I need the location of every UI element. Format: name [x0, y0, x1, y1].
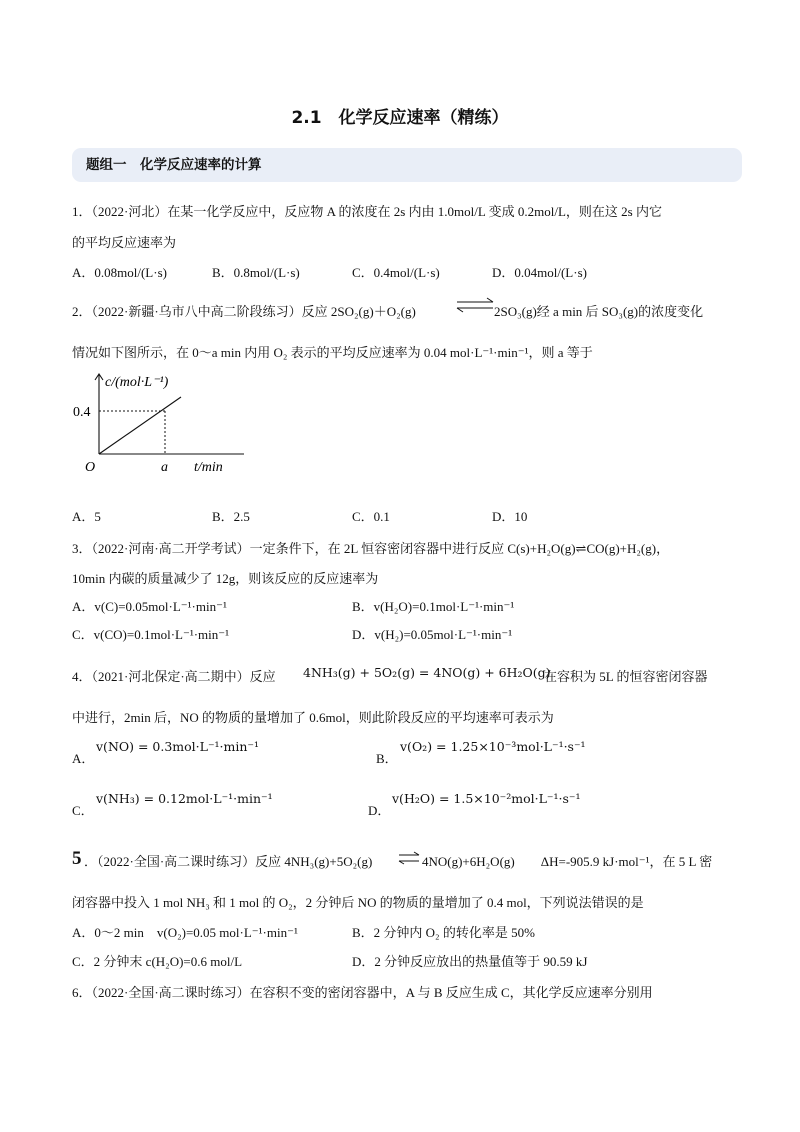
q1-stem-line2: 的平均反应速率为 [72, 235, 177, 250]
q4-option-c-label[interactable]: C． [72, 803, 94, 818]
graph-y-tick: 0.4 [73, 405, 91, 420]
graph-y-label: c/(mol·L⁻¹) [105, 375, 169, 390]
q3-option-a[interactable]: A．v(C)=0.05mol·L⁻¹·min⁻¹ [72, 599, 227, 614]
section-title: 题组一 化学反应速率的计算 [86, 157, 262, 173]
q4-stem-line2: 中进行，2min 后，NO 的物质的量增加了 0.6mol，则此阶段反应的平均速率可表示为 [72, 710, 554, 725]
section-header [72, 148, 742, 182]
q5-option-b[interactable]: B．2 分钟内 O₂ 的转化率是 50% [352, 925, 535, 940]
q3-option-b[interactable]: B．v(H₂O)=0.1mol·L⁻¹·min⁻¹ [352, 599, 515, 614]
q5-option-a[interactable]: A．0～2 min v(O₂)=0.05 mol·L⁻¹·min⁻¹ [72, 925, 298, 940]
q1-option-a[interactable]: A．0.08mol/(L·s) [72, 265, 167, 280]
q4-option-d[interactable]: v(H₂O) = 1.5×10⁻²mol·L⁻¹·s⁻¹ [392, 791, 581, 806]
data-line [99, 397, 181, 454]
page-title: 2.1 化学反应速率（精练） [291, 108, 509, 128]
graph-origin: O [85, 460, 96, 475]
q2-stem-line1a: 2．（2022·新疆·乌市八中高二阶段练习）反应 2SO₂(g)＋O₂(g) [72, 304, 416, 319]
q1-option-d[interactable]: D．0.04mol/(L·s) [492, 265, 587, 280]
q4-stem-line1a: 4．（2021·河北保定·高二期中）反应 [72, 669, 276, 684]
q2-option-c[interactable]: C．0.1 [352, 509, 390, 524]
q5-option-c[interactable]: C．2 分钟末 c(H₂O)=0.6 mol/L [72, 954, 243, 969]
q4-option-b[interactable]: v(O₂) = 1.25×10⁻³mol·L⁻¹·s⁻¹ [400, 739, 586, 754]
graph-x-tick: a [161, 460, 168, 475]
concentration-time-graph [72, 370, 252, 478]
reversible-arrow-icon [455, 297, 495, 313]
q4-stem-line1b: 在容积为 5L 的恒容密闭容器 [544, 669, 708, 684]
q2-stem-line1b: 2SO₃(g)经 a min 后 SO₃(g)的浓度变化 [494, 304, 704, 319]
q1-option-b[interactable]: B．0.8mol/(L·s) [212, 265, 300, 280]
q2-option-d[interactable]: D．10 [492, 509, 528, 524]
q2-stem-line2: 情况如下图所示，在 0～a min 内用 O₂ 表示的平均反应速率为 0.04 mol·L⁻¹·min⁻¹，则 a 等于 [72, 345, 593, 360]
q2-option-a[interactable]: A．5 [72, 509, 101, 524]
q4-reaction-equation: 4NH₃(g) + 5O₂(g) = 4NO(g) + 6H₂O(g) [303, 665, 551, 680]
equilibrium-arrow-icon [397, 851, 421, 865]
graph-x-label: t/min [194, 460, 223, 475]
q6-stem-line1: 6．（2022·全国·高二课时练习）在容积不变的密闭容器中，A 与 B 反应生成 C，其化学反应速率分别用 [72, 985, 653, 1000]
q2-option-b[interactable]: B．2.5 [212, 509, 250, 524]
q3-stem-line1: 3．（2022·河南·高二开学考试）一定条件下，在 2L 恒容密闭容器中进行反应 C(s)+H₂O(g)⇌CO(g)+H₂(g)， [72, 541, 670, 556]
q4-option-c[interactable]: v(NH₃) = 0.12mol·L⁻¹·min⁻¹ [96, 791, 273, 806]
q1-stem-line1: 1．（2022·河北）在某一化学反应中，反应物 A 的浓度在 2s 内由 1.0mol/L 变成 0.2mol/L，则在这 2s 内它 [72, 204, 662, 219]
q4-option-b-label[interactable]: B． [376, 751, 398, 766]
q4-option-d-label[interactable]: D． [368, 803, 391, 818]
q5-stem-line1a: ．（2022·全国·高二课时练习）反应 4NH₃(g)+5O₂(g) [84, 854, 373, 869]
q5-option-d[interactable]: D．2 分钟反应放出的热量值等于 90.59 kJ [352, 954, 588, 969]
q3-option-d[interactable]: D．v(H₂)=0.05mol·L⁻¹·min⁻¹ [352, 627, 513, 642]
q3-stem-line2: 10min 内碳的质量减少了 12g，则该反应的反应速率为 [72, 571, 379, 586]
q5-number: 5 [72, 848, 82, 869]
q4-option-a-label[interactable]: A． [72, 751, 95, 766]
q4-option-a[interactable]: v(NO) = 0.3mol·L⁻¹·min⁻¹ [96, 739, 260, 754]
q1-option-c[interactable]: C．0.4mol/(L·s) [352, 265, 440, 280]
q3-option-c[interactable]: C．v(CO)=0.1mol·L⁻¹·min⁻¹ [72, 627, 230, 642]
q5-stem-line2: 闭容器中投入 1 mol NH₃ 和 1 mol 的 O₂，2 分钟后 NO 的物质的量增加了 0.4 mol，下列说法错误的是 [72, 895, 644, 910]
q5-stem-line1b: 4NO(g)+6H₂O(g) ΔH=-905.9 kJ·mol⁻¹，在 5 L 密 [422, 854, 713, 869]
